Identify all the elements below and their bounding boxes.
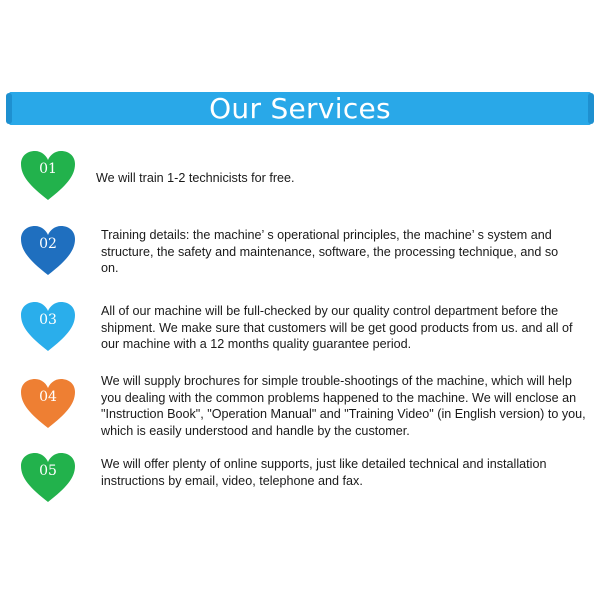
page-title: Our Services (209, 92, 391, 125)
service-number: 03 (39, 312, 57, 328)
service-text: All of our machine will be full-checked by our quality control department before the shipment. We make sure that customers will be get good products from us. and all of our machine with a 12 months quality guarantee period. (101, 304, 573, 351)
service-text: Training details: the machine’ s operational principles, the machine’ s system and structure, the safety and maintenance, software, the processing technique, and so on. (101, 228, 559, 275)
service-text: We will train 1-2 technicists for free. (96, 171, 295, 185)
service-number: 04 (39, 389, 57, 405)
service-number: 02 (39, 236, 57, 252)
service-number: 01 (39, 161, 57, 177)
services-banner (6, 91, 594, 126)
heart-icon (20, 150, 76, 202)
heart-icon (20, 301, 76, 353)
heart-icon (20, 452, 76, 504)
service-text: We will supply brochures for simple trouble-shootings of the machine, which will help you dealing with the common problems happened to the machine. We will enclose an "Instruction Book", "Operation Manual" and "Training Video" (in English version) to you, which is easily understood and handle by the customer. (101, 374, 586, 438)
service-text: We will offer plenty of online supports, just like detailed technical and installation instructions by email, video, telephone and fax. (101, 457, 547, 488)
heart-icon (20, 225, 76, 277)
heart-icon (20, 378, 76, 430)
service-number: 05 (39, 463, 57, 479)
